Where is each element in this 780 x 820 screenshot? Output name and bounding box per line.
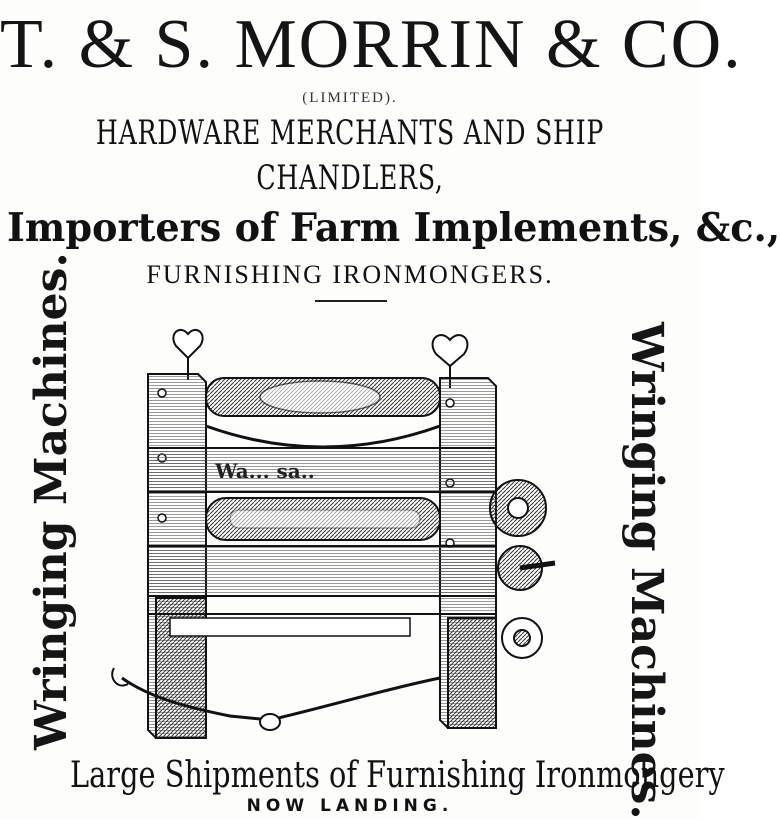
business-line-1: HARDWARE MERCHANTS AND SHIP [95, 113, 605, 153]
business-line-2: CHANDLERS, [256, 158, 444, 198]
side-text-right: Wringing Machines. [621, 322, 672, 820]
limited-label: (LIMITED). [302, 90, 398, 106]
importers-line: Importers of Farm Implements, &c., [7, 205, 780, 251]
gear-assembly [490, 480, 555, 658]
divider-rule [315, 300, 387, 302]
wringing-machine-illustration [110, 318, 580, 758]
side-text-left: Wringing Machines. [26, 252, 77, 750]
bottom-roller [206, 498, 440, 540]
firm-name: T. & S. MORRIN & CO. [0, 6, 743, 83]
machine-brand-text: Wa... sa.. [215, 459, 315, 483]
upper-cross-board [148, 448, 496, 492]
thumb-screw-left [173, 330, 202, 380]
footer-subline: NOW LANDING. [246, 796, 454, 816]
furnishing-line: FURNISHING IRONMONGERS. [146, 260, 554, 289]
footer-line: Large Shipments of Furnishing Ironmongery [70, 755, 725, 796]
top-roller [206, 378, 440, 416]
